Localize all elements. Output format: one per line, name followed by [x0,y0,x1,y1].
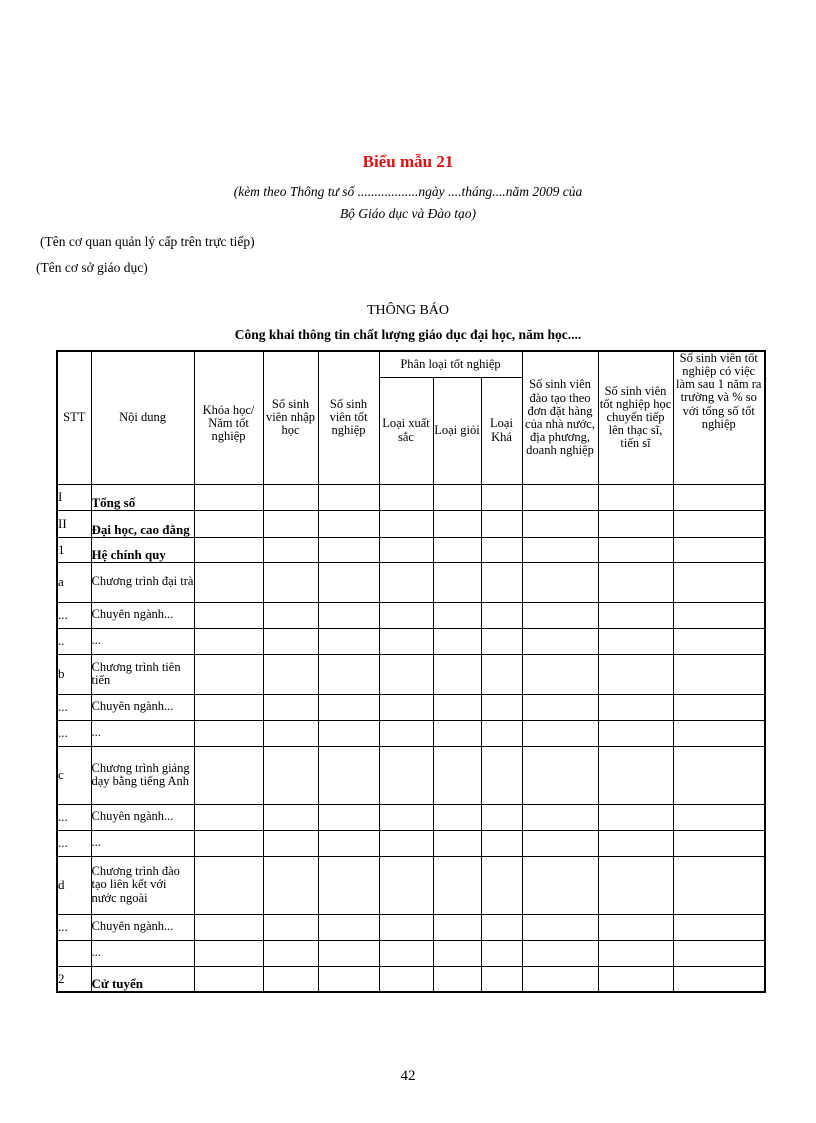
col-header-employed: Số sinh viên tốt nghiệp có việc làm sau 1 năm ra trường và % so với tổng số tốt nghiệp [673,351,765,484]
empty-cell [598,804,673,830]
row-stt: c [57,746,91,804]
empty-cell [481,856,522,914]
notice-title: THÔNG BÁO [366,303,450,318]
empty-cell [379,537,433,562]
empty-cell [673,562,765,602]
empty-cell [194,510,263,537]
empty-cell [263,804,318,830]
row-stt: .. [57,628,91,654]
form-title: Biểu mẫu 21 [362,152,454,171]
empty-cell [379,914,433,940]
empty-cell [194,694,263,720]
empty-cell [433,966,481,992]
col-header-classification: Phân loại tốt nghiệp [379,351,522,377]
empty-cell [598,537,673,562]
empty-cell [598,746,673,804]
empty-cell [598,830,673,856]
empty-cell [263,510,318,537]
row-content: Chuyên ngành... [91,694,194,720]
empty-cell [318,940,379,966]
empty-cell [673,914,765,940]
empty-cell [433,602,481,628]
empty-cell [379,562,433,602]
table-row [57,628,765,654]
empty-cell [263,484,318,510]
empty-cell [522,562,598,602]
empty-cell [673,484,765,510]
empty-cell [522,804,598,830]
empty-cell [481,654,522,694]
org-institution: (Tên cơ sở giáo dục) [36,260,148,275]
empty-cell [481,694,522,720]
empty-cell [318,720,379,746]
col-header-fair: Loại Khá [481,377,522,484]
empty-cell [433,537,481,562]
empty-cell [433,940,481,966]
table-row [57,720,765,746]
empty-cell [481,940,522,966]
row-stt: b [57,654,91,694]
col-header-stt: STT [57,351,91,484]
row-stt: d [57,856,91,914]
row-content: Đại học, cao đẳng [91,510,194,537]
row-content: ... [91,720,194,746]
table-row [57,830,765,856]
empty-cell [522,694,598,720]
empty-cell [433,510,481,537]
row-content: ... [91,940,194,966]
empty-cell [263,830,318,856]
row-content: Chương trình đại trà [91,562,194,602]
row-stt: 1 [57,537,91,562]
empty-cell [481,537,522,562]
empty-cell [433,830,481,856]
empty-cell [433,746,481,804]
empty-cell [194,746,263,804]
row-stt: I [57,484,91,510]
empty-cell [522,484,598,510]
empty-cell [522,720,598,746]
empty-cell [379,510,433,537]
empty-cell [379,602,433,628]
empty-cell [318,562,379,602]
subtitle-line-2: Bộ Giáo dục và Đào tạo) [339,206,477,221]
row-content: ... [91,830,194,856]
row-content: Chương trình tiên tiến [91,654,194,694]
empty-cell [433,694,481,720]
empty-cell [318,694,379,720]
row-stt: ... [57,830,91,856]
empty-cell [598,720,673,746]
empty-cell [194,856,263,914]
table-row [57,562,765,602]
row-content: Cử tuyển [91,966,194,992]
empty-cell [194,484,263,510]
empty-cell [194,537,263,562]
empty-cell [522,966,598,992]
empty-cell [673,628,765,654]
empty-cell [481,484,522,510]
empty-cell [318,856,379,914]
empty-cell [263,856,318,914]
empty-cell [194,830,263,856]
table-row [57,484,765,510]
empty-cell [263,966,318,992]
table-row [57,966,765,992]
empty-cell [522,830,598,856]
empty-cell [673,694,765,720]
empty-cell [263,602,318,628]
empty-cell [673,746,765,804]
empty-cell [318,804,379,830]
empty-cell [522,746,598,804]
empty-cell [522,654,598,694]
table-row [57,537,765,562]
empty-cell [379,694,433,720]
empty-cell [318,654,379,694]
empty-cell [673,654,765,694]
table-row [57,914,765,940]
empty-cell [379,856,433,914]
empty-cell [673,804,765,830]
empty-cell [318,510,379,537]
empty-cell [318,602,379,628]
col-header-excellent: Loại xuất sắc [379,377,433,484]
empty-cell [379,720,433,746]
empty-cell [433,856,481,914]
row-content: Chuyên ngành... [91,914,194,940]
empty-cell [522,940,598,966]
empty-cell [522,537,598,562]
empty-cell [598,856,673,914]
row-content: Chuyên ngành... [91,602,194,628]
empty-cell [194,940,263,966]
empty-cell [263,746,318,804]
empty-cell [598,654,673,694]
table-row [57,856,765,914]
empty-cell [318,746,379,804]
empty-cell [598,694,673,720]
empty-cell [598,628,673,654]
page-number: 42 [400,1068,416,1084]
empty-cell [263,654,318,694]
empty-cell [194,562,263,602]
table-row [57,694,765,720]
empty-cell [194,654,263,694]
col-header-good: Loại giỏi [433,377,481,484]
empty-cell [598,940,673,966]
empty-cell [379,628,433,654]
empty-cell [194,628,263,654]
empty-cell [318,914,379,940]
table-row [57,510,765,537]
row-stt: ... [57,914,91,940]
empty-cell [522,914,598,940]
subtitle-line-1: (kèm theo Thông tư số ..................ngày ....tháng....năm 2009 của [233,184,583,199]
empty-cell [194,966,263,992]
empty-cell [379,654,433,694]
empty-cell [481,966,522,992]
empty-cell [263,628,318,654]
empty-cell [481,830,522,856]
row-stt: 2 [57,966,91,992]
empty-cell [673,856,765,914]
empty-cell [481,914,522,940]
row-content: Chuyên ngành... [91,804,194,830]
row-content: Hệ chính quy [91,537,194,562]
notice-subtitle: Công khai thông tin chất lượng giáo dục đại học, năm học.... [234,327,582,342]
empty-cell [522,628,598,654]
row-content: Tổng số [91,484,194,510]
empty-cell [673,830,765,856]
empty-cell [263,720,318,746]
empty-cell [194,602,263,628]
empty-cell [433,720,481,746]
table-row [57,654,765,694]
table-row [57,804,765,830]
empty-cell [598,562,673,602]
empty-cell [433,628,481,654]
empty-cell [598,966,673,992]
empty-cell [318,830,379,856]
empty-cell [673,602,765,628]
col-header-course-year: Khóa học/ Năm tốt nghiệp [194,351,263,484]
row-stt: ... [57,694,91,720]
table-row [57,746,765,804]
row-content: Chương trình đào tạo liên kết với nước ngoài [91,856,194,914]
empty-cell [522,856,598,914]
empty-cell [379,484,433,510]
row-content: Chương trình giảng dạy bằng tiếng Anh [91,746,194,804]
empty-cell [673,510,765,537]
empty-cell [522,510,598,537]
empty-cell [481,602,522,628]
empty-cell [318,966,379,992]
empty-cell [598,510,673,537]
empty-cell [263,694,318,720]
empty-cell [481,510,522,537]
empty-cell [379,804,433,830]
empty-cell [263,562,318,602]
org-superior: (Tên cơ quan quản lý cấp trên trực tiếp) [40,234,255,249]
empty-cell [673,966,765,992]
col-header-enrolled: Số sinh viên nhập học [263,351,318,484]
row-stt [57,940,91,966]
empty-cell [379,966,433,992]
empty-cell [433,562,481,602]
empty-cell [433,914,481,940]
row-content: ... [91,628,194,654]
empty-cell [481,804,522,830]
row-stt: ... [57,602,91,628]
empty-cell [379,830,433,856]
empty-cell [263,537,318,562]
quality-table [56,350,766,993]
empty-cell [263,914,318,940]
empty-cell [673,940,765,966]
empty-cell [318,484,379,510]
empty-cell [481,746,522,804]
empty-cell [598,914,673,940]
empty-cell [263,940,318,966]
col-header-graduated: Số sinh viên tốt nghiệp [318,351,379,484]
empty-cell [194,914,263,940]
empty-cell [481,720,522,746]
empty-cell [433,654,481,694]
empty-cell [522,602,598,628]
empty-cell [673,537,765,562]
empty-cell [598,602,673,628]
col-header-content: Nội dung [91,351,194,484]
empty-cell [318,537,379,562]
empty-cell [194,804,263,830]
empty-cell [673,720,765,746]
table-row [57,940,765,966]
col-header-masters: Số sinh viên tốt nghiệp học chuyển tiếp lên thạc sĩ, tiến sĩ [598,351,673,484]
table-row [57,602,765,628]
empty-cell [379,940,433,966]
empty-cell [194,720,263,746]
col-header-ordered: Số sinh viên đào tạo theo đơn đặt hàng của nhà nước, địa phương, doanh nghiệp [522,351,598,484]
empty-cell [481,562,522,602]
empty-cell [318,628,379,654]
empty-cell [379,746,433,804]
row-stt: ... [57,804,91,830]
row-stt: II [57,510,91,537]
empty-cell [481,628,522,654]
row-stt: a [57,562,91,602]
row-stt: ... [57,720,91,746]
empty-cell [433,484,481,510]
empty-cell [598,484,673,510]
empty-cell [433,804,481,830]
